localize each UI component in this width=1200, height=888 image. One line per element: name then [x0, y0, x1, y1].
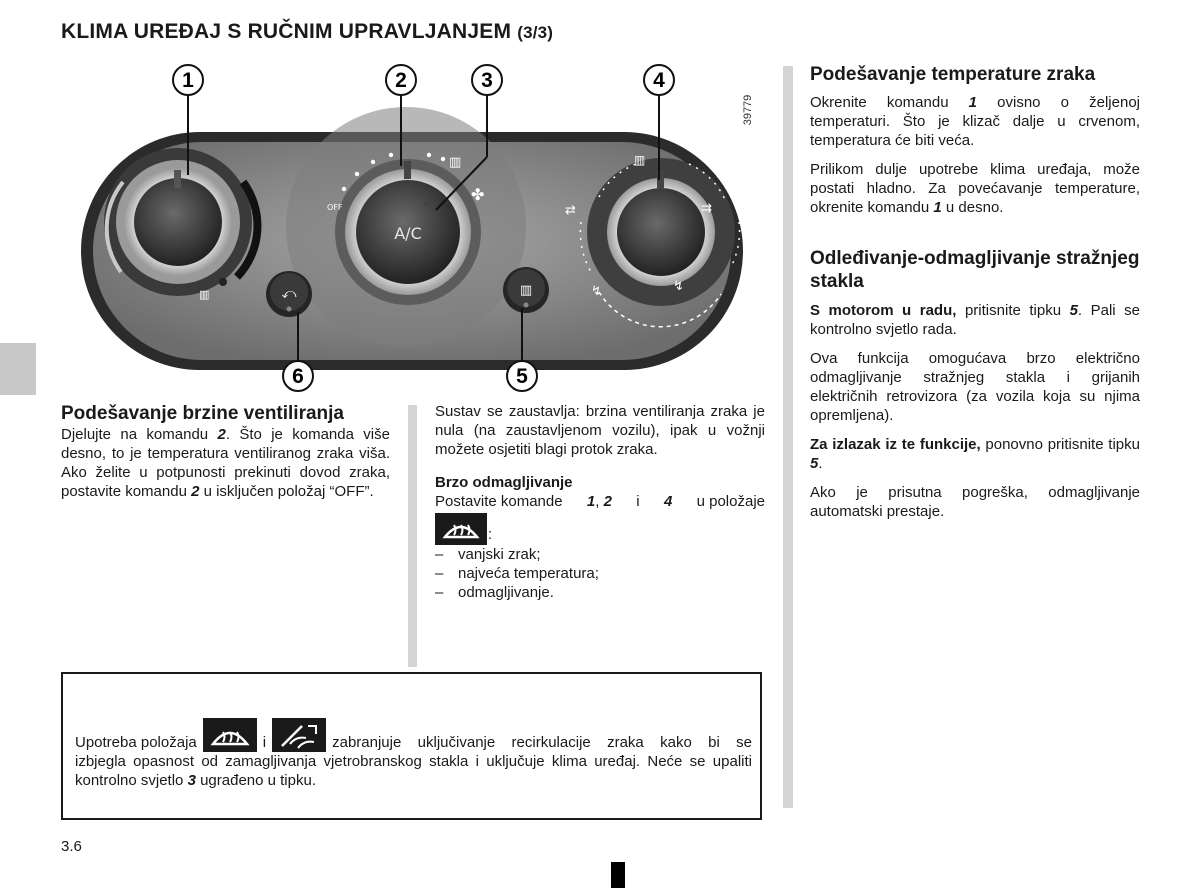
- text-run: Prilikom dulje upotrebe klima uređaja, može postati hladno. Za povećavanje temperature, okrenite komandu: [810, 161, 1140, 216]
- svg-text:▥: ▥: [519, 283, 533, 298]
- windshield-airflow-icon: [272, 718, 326, 752]
- text-run: u položaje: [696, 493, 765, 510]
- text-run: Postavite komande: [435, 493, 563, 510]
- control-ref: 5: [810, 455, 819, 472]
- svg-text:↯: ↯: [673, 279, 684, 294]
- system-stop-paragraph: Sustav se zaustavlja: brzina ventiliranja zraka je nula (na zaustavljenom vozilu), ipak u vožnji možete osjetiti blagi protok zraka.: [435, 403, 765, 458]
- warning-continuation: [75, 752, 752, 790]
- list-item: – vanjski zrak;: [435, 545, 765, 564]
- control-ref: 1: [933, 199, 942, 216]
- text-run: u isključen položaj “OFF”.: [199, 483, 374, 500]
- text-run: izbjegla opasnost od zamagljivanja vjetrobranskog stakla i uključuje klima uređaj. Neće se upaliti kontrolno svjetlo: [75, 753, 752, 789]
- svg-text:▥: ▥: [449, 155, 462, 170]
- text-run: i: [262, 734, 267, 751]
- middle-column: [435, 402, 765, 602]
- right-column: [810, 63, 1140, 531]
- climate-control-panel-illustration: [61, 62, 771, 397]
- text-run: . Pali se kontrolno svjetlo rada.: [810, 302, 1141, 338]
- callout-6: 6: [292, 365, 304, 388]
- text-run: :: [488, 526, 493, 543]
- svg-text:⇉: ⇉: [701, 201, 712, 216]
- column-rule-right: [783, 66, 793, 808]
- callout-2: 2: [395, 69, 407, 92]
- control-ref: 1: [586, 493, 596, 510]
- control-ref: 1: [968, 94, 978, 111]
- defog-icon-line: [435, 511, 765, 545]
- svg-text:✤: ✤: [471, 185, 485, 204]
- fan-speed-heading: Podešavanje brzine ventiliranja: [61, 403, 344, 424]
- temperature-paragraph-2: [810, 160, 1140, 217]
- ac-knob-label: A/C: [394, 224, 422, 243]
- svg-text:⇄: ⇄: [565, 203, 576, 218]
- windshield-defrost-icon: [203, 718, 257, 752]
- quick-defog-heading: Brzo odmagljivanje: [435, 474, 573, 491]
- temperature-heading: Podešavanje temperature zraka: [810, 64, 1096, 85]
- quick-defog-instruction: [435, 492, 765, 511]
- list-item: – odmagljivanje.: [435, 583, 765, 602]
- warning-box: [61, 672, 762, 820]
- control-ref: 2: [217, 426, 226, 443]
- text-run: pritisnite tipku: [956, 302, 1070, 319]
- text-run: ugrađeno u tipku.: [195, 772, 316, 789]
- callout-4: 4: [653, 69, 665, 92]
- defog-settings-list: [435, 545, 765, 602]
- text-run: zabranjuje uključivanje recirkulacije zraka kako bi se: [332, 734, 752, 751]
- left-column: [61, 402, 390, 511]
- text-run: . Što je komanda više desno, to je temperatura ventiliranog zraka viša. Ako želite u potpunosti prekinuti dovod zraka, postavite komandu: [61, 426, 390, 500]
- column-rule-middle: [408, 405, 417, 667]
- svg-text:↯: ↯: [591, 284, 602, 299]
- text-run: u desno.: [941, 199, 1004, 216]
- rear-defrost-heading: Odleđivanje-odmagljivanje stražnjeg stakla: [810, 248, 1140, 292]
- text-run: S motorom u radu,: [810, 302, 957, 319]
- callout-5: 5: [516, 365, 528, 388]
- windshield-defrost-icon: [435, 513, 487, 545]
- figure-reference-code: 39779: [742, 94, 754, 126]
- control-ref: 3: [187, 772, 196, 789]
- rear-defrost-paragraph-3: [810, 435, 1140, 473]
- fan-speed-paragraph: [61, 425, 390, 501]
- control-ref: 4: [663, 493, 673, 510]
- text-run: ovisno o željenoj temperaturi. Što je klizač dalje u crvenom, temperatura će biti veća.: [810, 94, 1140, 149]
- page-title-suffix: (3/3): [517, 23, 554, 42]
- callout-3: 3: [481, 69, 493, 92]
- svg-text:▥: ▥: [199, 288, 210, 301]
- text-run: Djelujte na komandu: [61, 426, 218, 443]
- list-item: – najveća temperatura;: [435, 564, 765, 583]
- text-run: i: [636, 493, 640, 510]
- page-title-text: KLIMA UREĐAJ S RUČNIM UPRAVLJANJEM: [61, 20, 512, 43]
- page-edge-marker: [611, 862, 625, 888]
- chapter-tab: [0, 343, 36, 395]
- text-run: Upotreba položaja: [75, 734, 197, 751]
- page-title: [61, 20, 553, 44]
- rear-defrost-paragraph-1: [810, 301, 1140, 339]
- callout-1: 1: [182, 69, 194, 92]
- svg-text:▥: ▥: [634, 153, 646, 167]
- text-run: ,: [595, 493, 604, 510]
- control-ref: 5: [1069, 302, 1078, 319]
- svg-text:⤺: ⤺: [281, 286, 297, 302]
- warning-line-1: [75, 718, 752, 752]
- control-ref: 2: [191, 483, 200, 500]
- text-run: Okrenite komandu: [810, 94, 969, 111]
- fan-off-label: OFF: [327, 203, 343, 212]
- text-run: .: [818, 455, 823, 472]
- climate-control-figure: [61, 62, 771, 397]
- control-ref: 2: [603, 493, 612, 510]
- text-run: ponovno pritisnite tipku: [980, 436, 1140, 453]
- rear-defrost-paragraph-2: Ova funkcija omogućava brzo električno odmagljivanje stražnjeg stakla i grijanih električnih retrovizora (za vozila koja su njima opremljena).: [810, 350, 1140, 424]
- temperature-paragraph-1: [810, 93, 1140, 150]
- text-run: Za izlazak iz te funkcije,: [810, 436, 981, 453]
- page-number: 3.6: [61, 838, 82, 855]
- warning-text: [75, 718, 752, 790]
- rear-defrost-paragraph-4: Ako je prisutna pogreška, odmagljivanje automatski prestaje.: [810, 484, 1140, 520]
